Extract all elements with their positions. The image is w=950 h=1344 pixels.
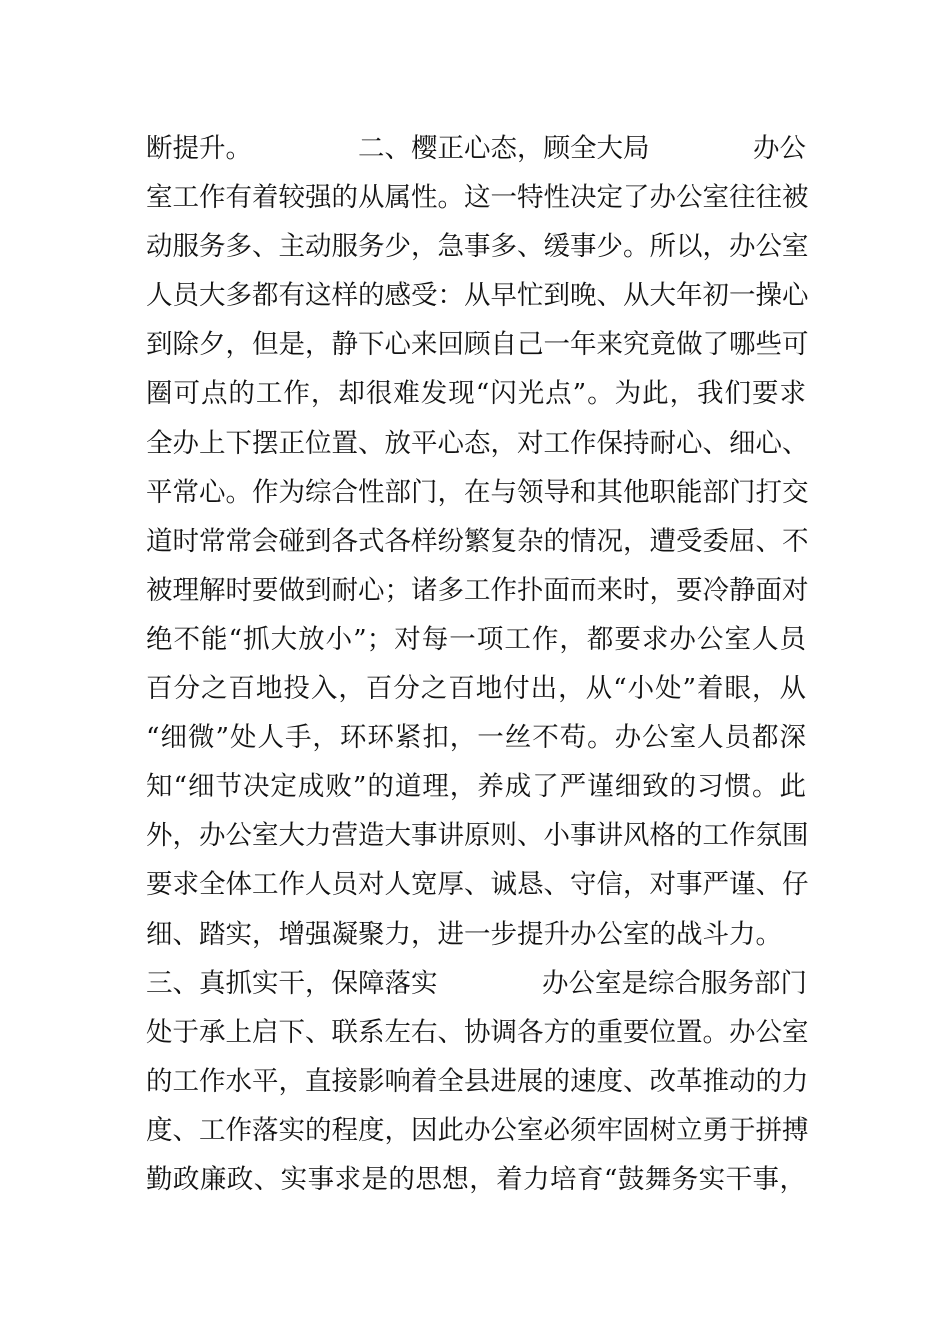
text-line-7: 全办上下摆正位置、放平心态，对工作保持耐心、细心、 [146,427,809,459]
text-line-8: 平常心。作为综合性部门，在与领导和其他职能部门打交 [146,476,809,508]
text-line-13: “细微”处人手，环环紧扣，一丝不苟。办公室人员都深 [146,722,806,754]
body-text [146,124,809,1204]
text-line-14: 知“细节决定成败”的道理，养成了严谨细致的习惯。此 [146,771,806,803]
text-line-10: 被理解时要做到耐心；诸多工作扑面而来时，要冷静面对 [146,574,809,606]
text-line-9: 道时常常会碰到各式各样纷繁复杂的情况，遭受委屈、不 [146,525,809,557]
section-heading-2: 二、樱正心态，顾全大局 [358,133,650,164]
text-line-3: 动服务多、主动服务少，急事多、缓事少。所以，办公室 [146,231,809,263]
text-line-12: 百分之百地投入，百分之百地付出，从“小处”着眼，从 [146,673,806,705]
text-line-4: 人员大多都有这样的感受：从早忙到晚、从大年初一操心 [146,280,809,312]
text-line-22: 勤政廉政、实事求是的思想，着力培育“鼓舞务实干事， [146,1163,806,1195]
line-1-segment-1: 断提升。 [146,133,252,164]
text-line-16: 要求全体工作人员对人宽厚、诚恳、守信，对事严谨、仔 [146,869,809,901]
text-line-20: 的工作水平，直接影响着全县进展的速度、改革推动的力 [146,1065,809,1097]
text-line-11: 绝不能“抓大放小”；对每一项工作，都要求办公室人员 [146,623,806,655]
text-line-1 [146,124,806,173]
line-18-segment-2: 办公室是综合服务部门 [542,967,807,999]
text-line-2: 室工作有着较强的从属性。这一特性决定了办公室往往被 [146,182,809,214]
text-line-18 [146,959,806,1008]
text-line-15: 外，办公室大力营造大事讲原则、小事讲风格的工作氛围 [146,820,809,852]
section-heading-3: 三、真抓实干，保障落实 [146,967,438,999]
text-line-19: 处于承上启下、联系左右、协调各方的重要位置。办公室 [146,1016,809,1048]
text-line-17: 细、踏实，增强凝聚力，进一步提升办公室的战斗力。 [146,918,782,950]
text-line-6: 圈可点的工作，却很难发现“闪光点”。为此，我们要求 [146,378,806,410]
line-1-segment-3: 办公 [753,133,806,164]
text-line-21: 度、工作落实的程度，因此办公室必须牢固树立勇于拼搏 [146,1114,809,1146]
text-line-5: 到除夕，但是，静下心来回顾自己一年来究竟做了哪些可 [146,329,809,361]
